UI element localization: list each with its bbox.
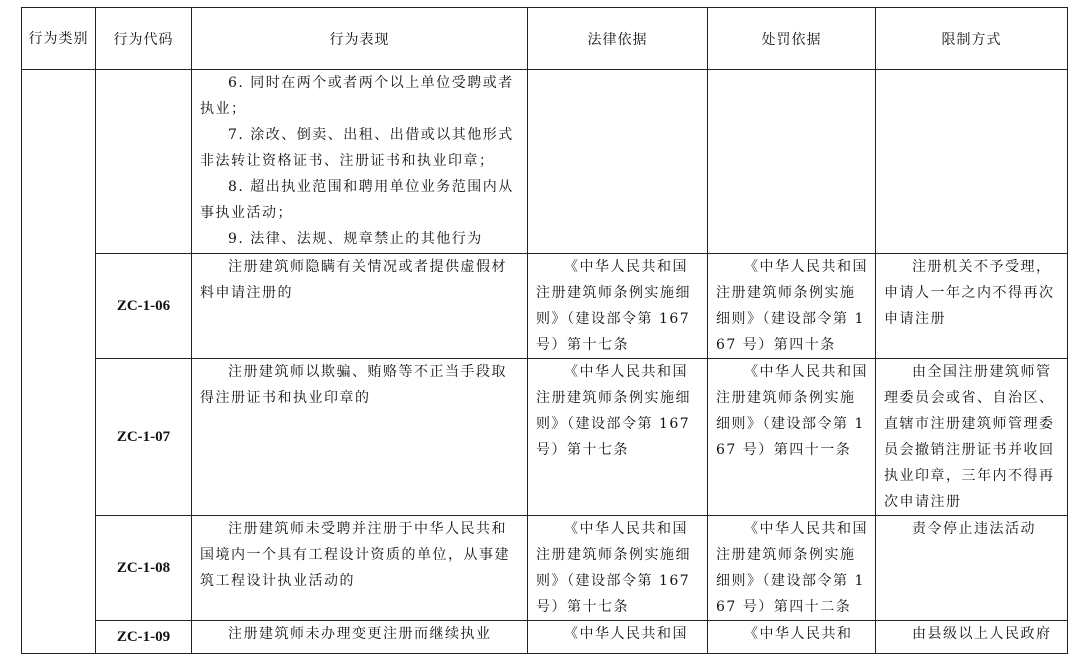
header-legal-basis: 法律依据 xyxy=(528,8,708,70)
regulation-table xyxy=(21,7,1068,654)
header-penalty-basis: 处罚依据 xyxy=(708,8,876,70)
restriction-cell xyxy=(876,621,1068,654)
behavior-cell xyxy=(192,359,528,516)
header-row xyxy=(22,8,1068,70)
behavior-text: 注册建筑师隐瞒有关情况或者提供虚假材料申请注册的 xyxy=(200,259,507,301)
restriction-text: 注册机关不予受理，申请人一年之内不得再次申请注册 xyxy=(884,259,1055,327)
legal-text: 《中华人民共和国注册建筑师条例实施细则》（建设部令第 167 号）第十七条 xyxy=(536,521,691,615)
list-item: 8. 超出执业范围和聘用单位业务范围内从事执业活动； xyxy=(200,179,514,221)
restriction-text: 由县级以上人民政府 xyxy=(912,626,1052,642)
restriction-cell xyxy=(876,70,1068,254)
legal-text: 《中华人民共和国注册建筑师条例实施细则》（建设部令第 167 号）第十七条 xyxy=(536,259,691,353)
penalty-cell xyxy=(708,254,876,359)
code-cell: ZC-1-07 xyxy=(96,359,192,516)
header-code: 行为代码 xyxy=(96,8,192,70)
list-item: 9. 法律、法规、规章禁止的其他行为 xyxy=(228,231,483,247)
restriction-cell xyxy=(876,516,1068,621)
behavior-cell xyxy=(192,254,528,359)
code-cell: ZC-1-06 xyxy=(96,254,192,359)
legal-text: 《中华人民共和国 xyxy=(564,626,688,642)
category-cell xyxy=(22,70,96,654)
header-behavior: 行为表现 xyxy=(192,8,528,70)
legal-cell xyxy=(528,359,708,516)
behavior-cell xyxy=(192,516,528,621)
behavior-text: 注册建筑师未受聘并注册于中华人民共和国境内一个具有工程设计资质的单位，从事建筑工程设计执业活动的 xyxy=(200,521,510,589)
list-item: 7. 涂改、倒卖、出租、出借或以其他形式非法转让资格证书、注册证书和执业印章； xyxy=(200,127,514,169)
behavior-text: 注册建筑师未办理变更注册而继续执业 xyxy=(228,626,492,642)
table-row xyxy=(22,359,1068,516)
table-row xyxy=(22,621,1068,654)
behavior-cell xyxy=(192,621,528,654)
legal-cell xyxy=(528,254,708,359)
legal-cell xyxy=(528,516,708,621)
penalty-cell xyxy=(708,621,876,654)
legal-cell xyxy=(528,70,708,254)
code-cell: ZC-1-09 xyxy=(96,621,192,654)
penalty-cell xyxy=(708,359,876,516)
behavior-cell xyxy=(192,70,528,254)
table-row-continued xyxy=(22,70,1068,254)
penalty-text: 《中华人民共和国注册建筑师条例实施细则》（建设部令第 167 号）第四十二条 xyxy=(716,521,868,615)
restriction-cell xyxy=(876,254,1068,359)
restriction-text: 由全国注册建筑师管理委员会或省、自治区、直辖市注册建筑师管理委员会撤销注册证书并收回执业印章，三年内不得再次申请注册 xyxy=(884,364,1055,510)
legal-cell xyxy=(528,621,708,654)
penalty-cell xyxy=(708,516,876,621)
penalty-text: 《中华人民共和国注册建筑师条例实施细则》（建设部令第 167 号）第四十一条 xyxy=(716,364,868,458)
table-row xyxy=(22,516,1068,621)
code-cell xyxy=(96,70,192,254)
header-category: 行为类别 xyxy=(22,8,96,70)
list-item: 6. 同时在两个或者两个以上单位受聘或者执业； xyxy=(200,75,514,117)
table-row xyxy=(22,254,1068,359)
legal-text: 《中华人民共和国注册建筑师条例实施细则》（建设部令第 167 号）第十七条 xyxy=(536,364,691,458)
penalty-text: 《中华人民共和 xyxy=(744,626,853,642)
restriction-cell xyxy=(876,359,1068,516)
restriction-text: 责令停止违法活动 xyxy=(912,521,1036,537)
behavior-text: 注册建筑师以欺骗、贿赂等不正当手段取得注册证书和执业印章的 xyxy=(200,364,507,406)
code-cell: ZC-1-08 xyxy=(96,516,192,621)
header-restriction: 限制方式 xyxy=(876,8,1068,70)
penalty-cell xyxy=(708,70,876,254)
penalty-text: 《中华人民共和国注册建筑师条例实施细则》（建设部令第 167 号）第四十条 xyxy=(716,259,868,353)
